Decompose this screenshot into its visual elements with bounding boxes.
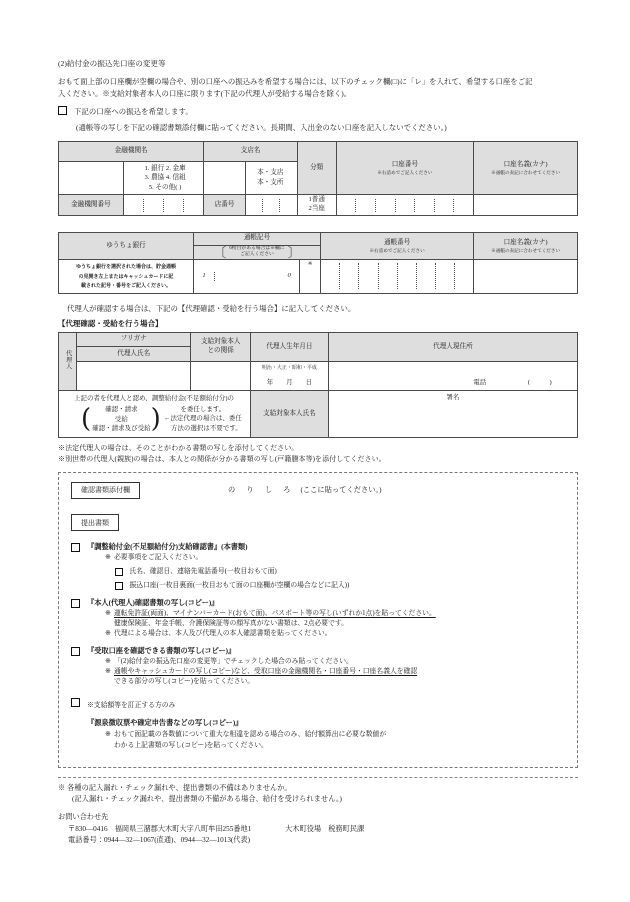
header-agent-address: 代理人現住所 [328, 333, 577, 362]
post-bank-desc-1: ゆうちょ銀行を選択された場合は、貯金通帳 [75, 265, 176, 271]
passbook-symbol-note-1: 6桁目がある場合は※欄に [229, 246, 285, 252]
passbook-symbol-note-2: ご記入ください [240, 252, 274, 258]
header-type: 分類 [297, 142, 336, 195]
agent-consent-cell [59, 391, 251, 438]
subcheck-label: 振込口座(一枚目裏面(一枚目おもて面の口座欄が空欄の場合などに記入)) [129, 582, 350, 590]
passbook-symbol-overflow[interactable]: ※ [300, 260, 321, 294]
document-checkbox[interactable] [71, 543, 80, 552]
signature-label: 署名 [446, 394, 460, 402]
header-passbook-number-text: 通帳番号 [383, 238, 411, 246]
agent-phone-paren: ( ) [527, 379, 552, 387]
account-holder-input[interactable] [474, 195, 578, 216]
agent-entrust-text: を委任します。 [180, 405, 226, 413]
subcheck-checkbox[interactable] [115, 568, 123, 576]
document-subnote [105, 657, 567, 667]
brace-options-left: ( [81, 404, 92, 435]
header-passbook-number-note: ※右詰めでご記入ください [369, 247, 425, 253]
header-branch: 支店名 [204, 142, 297, 162]
header-post-holder-note: ※通帳の表記に合わせてください [491, 247, 561, 253]
agent-birth-input[interactable] [251, 362, 329, 391]
kome-icon: ※ [105, 630, 111, 638]
store-code-input[interactable] [245, 195, 297, 216]
agent-vertical-label: 代理人 [64, 349, 71, 370]
account-type-cell[interactable] [297, 195, 336, 216]
bank-transfer-checkbox[interactable] [58, 106, 67, 115]
header-account-number-text: 口座番号 [391, 161, 419, 169]
contact-office: 大木町役場 税務町民課 [285, 824, 365, 833]
principal-name-label: 支給対象本人氏名 [251, 391, 329, 438]
document-subnote [105, 667, 567, 677]
institution-code-label: 金融機関番号 [59, 195, 124, 216]
document-row[interactable] [71, 646, 567, 656]
store-code-label: 店番号 [204, 195, 246, 216]
document-subnote-text: 健康保険証、年金手帳、介護保険証等の顔写真がない書類は、2点必要です。 [114, 620, 348, 628]
document-subnote-text: おもて面記載の各数値について重大な相違を認める場合のみ、給付額算出に必要な数値が [114, 731, 387, 739]
document-title: 『受取口座を確認できる書類の写し(コピー)』 [87, 647, 236, 656]
passbook-symbol-input[interactable] [193, 260, 299, 294]
header-passbook-symbol [193, 233, 320, 245]
agent-note-1: ※法定代理人の場合は、そのことがわかる書類の写しを添付してください。 [58, 444, 299, 453]
kome-icon: ※ [105, 609, 111, 617]
header-post-holder [474, 233, 578, 260]
document-subnote [114, 619, 567, 629]
section-intro-line-2: 入ください。※支給対象者本人の口座に限ります(下記の代理人が受給する場合を除く)。 [58, 88, 352, 98]
branch-type-options[interactable] [245, 162, 297, 195]
bank-transfer-request-row[interactable] [58, 106, 578, 117]
document-checkbox[interactable] [71, 698, 80, 707]
bank-account-table-wrap [58, 141, 578, 216]
document-title: 『本人(代理人)確認書類の写し(コピー)』 [87, 599, 219, 608]
agent-address-input[interactable] [328, 362, 577, 391]
post-bank-desc-3: 載された記号・番号をご記入ください。 [80, 284, 171, 290]
institution-name-input[interactable] [59, 162, 124, 195]
bank-transfer-note: (通帳等の写しを下記の確認書類添付欄に貼ってください。長期間、入出金のない口座を記入しないでください。) [76, 123, 447, 133]
contact-phone: 電話番号：0944—32—1067(直通)、0944—32—1013(代表) [68, 836, 251, 845]
agent-option-3[interactable]: 確認・請求及び受給 [92, 425, 151, 433]
agent-phone-label: 電話 [473, 379, 487, 387]
document-item [71, 694, 567, 750]
document-item [71, 646, 567, 687]
institution-code-input[interactable] [123, 195, 203, 216]
document-subnote [114, 741, 567, 751]
document-subnote [105, 609, 567, 619]
agent-table-wrap [58, 332, 578, 438]
agent-name-input[interactable] [77, 362, 191, 391]
document-subchecks [115, 567, 567, 591]
document-subnote [105, 553, 567, 563]
header-holder [474, 142, 578, 195]
branch-type-2: 本・支所 [257, 179, 284, 187]
subcheck-row[interactable] [115, 581, 567, 591]
agent-section-title: 【代理確認・受給を行う場合】 [58, 318, 163, 328]
footer-contact [58, 812, 578, 847]
agent-birth-eras: 明治・大正・昭和・平成 [261, 366, 317, 372]
header-relation-2: との関係 [207, 347, 234, 355]
document-item [71, 542, 567, 591]
brace-left: 〔 [213, 244, 227, 260]
header-relation-1: 支給対象本人 [200, 338, 241, 346]
documents-checklist [71, 542, 567, 750]
institution-kind-3: 5. その他( ) [148, 184, 182, 192]
document-subnote [105, 629, 567, 639]
post-bank-name: ゆうちょ銀行 [59, 233, 194, 260]
document-row[interactable] [71, 694, 567, 730]
passbook-symbol-note [193, 245, 320, 260]
kome-icon: ※ [105, 657, 111, 665]
norishiro-text: の り し ろ [228, 486, 293, 495]
header-passbook-number [321, 233, 474, 260]
contact-address: 〒830—0416 福岡県三潴郡大木町大字八町牟田255番地1 [68, 824, 252, 833]
agent-lead-text: 代理人が確認する場合は、下記の【代理確認・受給を行う場合】に記入してください。 [67, 303, 356, 313]
agent-birth-ymd: 年 月 日 [266, 379, 313, 387]
agent-entrust-note-2: 方法の選択は不要です。 [170, 425, 242, 433]
post-bank-desc-2: の見開き左上またはキャッシュカードに記 [78, 274, 174, 280]
agent-consent-text: 上記の者を代理人と認め、調整給付金(不足額給付分)の [73, 395, 235, 403]
agent-entrust-note-1: ←法定代理の場合は、委任 [163, 415, 242, 423]
section-intro-line-1: おもて面上部の口座欄が空欄の場合や、別の口座への振込みを希望する場合には、以下のチェック欄(□)に「レ」を入れて、希望する口座をご記 [58, 77, 533, 86]
post-account-holder-input[interactable] [474, 260, 578, 294]
contact-address-row [68, 824, 578, 836]
final-note-1: ※ 各種の記入漏れ・チェック漏れや、提出書類の不備はありませんか。 [58, 783, 292, 792]
branch-type-1: 本・支店 [257, 168, 284, 176]
header-institution: 金融機関名 [59, 142, 204, 162]
institution-kind-1: 1. 銀行 2. 金庫 [144, 164, 186, 172]
attachment-area [58, 472, 578, 768]
document-subnote-text: 代理による場合は、本人及び代理人の本人確認書類を貼ってください。 [114, 630, 332, 638]
kome-icon: ※ [105, 731, 111, 739]
document-subnote-text: できる部分の写し(コピー)を貼ってください。 [114, 678, 255, 686]
agent-option-1[interactable]: 確認・請求 [105, 406, 138, 414]
contact-label: お問い合わせ先 [58, 813, 109, 822]
document-prefix: ※支給額等を訂正する方のみ [87, 702, 176, 710]
submit-label-row [71, 512, 567, 532]
header-holder-note: ※通帳の表記に合わせてください [491, 170, 561, 175]
principal-signature-input[interactable] [328, 391, 577, 438]
document-title: 『源泉徴収票や確定申告書などの写し(コピー)』 [87, 719, 243, 728]
header-relation [191, 333, 251, 362]
passbook-symbol-prefix: 1 [194, 272, 215, 281]
paste-hint-text: (ここに貼ってください。) [300, 485, 382, 494]
header-account-number [336, 142, 474, 195]
subcheck-label: 氏名、確認日、連絡先電話番号(一枚目おもて面) [129, 568, 277, 576]
header-furigana: フリガナ [77, 333, 191, 347]
header-agent-birth: 代理人生年月日 [251, 333, 329, 362]
passbook-number-input[interactable] [321, 260, 474, 294]
document-subnote-text: 運転免許証(両面)、マイナンバーカード(おもて面)、パスポート等の写し(いずれか1点)を貼ってください。 [114, 609, 436, 617]
document-checkbox[interactable] [71, 599, 80, 608]
final-divider [58, 777, 578, 778]
header-account-number-note: ※右詰めでご記入ください [377, 170, 433, 175]
final-note-2: (記入漏れ・チェック漏れや、提出書類の不備がある場合、給付を受けられません。) [72, 794, 343, 803]
kome-icon: ※ [105, 553, 111, 561]
institution-kind-2: 3. 農協 4. 信組 [144, 174, 186, 182]
header-post-holder-text: 口座名義(カナ) [503, 238, 548, 246]
document-title: 『調整給付金(不足額給付分)支給確認書』(本書類) [87, 543, 248, 552]
bank-account-table [58, 141, 578, 216]
attachment-header-row [71, 482, 567, 499]
document-row[interactable] [71, 542, 567, 552]
document-subnote-text: わかる上記書類の写し(コピー)を貼ってください。 [114, 741, 268, 749]
post-bank-description [59, 260, 194, 294]
agent-relation-input[interactable] [191, 362, 251, 391]
section-heading: (2)給付金の振込先口座の変更等 [58, 59, 166, 68]
document-row[interactable] [71, 598, 567, 608]
agent-option-2[interactable]: 受給 [114, 415, 128, 423]
account-number-input[interactable] [336, 195, 474, 216]
brace-options-right: ) [150, 404, 161, 435]
document-subnote [105, 730, 567, 740]
document-subnote-text: 通帳やキャッシュカードの写し(コピー)など、受取口座の金融機関名・口座番号・口座名義人を確認 [114, 668, 418, 676]
account-type-2: 2当座 [308, 205, 325, 213]
document-subnote-text: 必要事項をご記入ください。 [114, 553, 203, 561]
post-bank-table-wrap [58, 232, 578, 294]
kome-icon: ※ [105, 668, 111, 676]
document-subnote [114, 677, 567, 687]
header-agent-name: 代理人氏名 [77, 347, 191, 362]
branch-name-input[interactable] [204, 162, 246, 195]
brace-right: 〕 [287, 244, 301, 260]
document-item [71, 598, 567, 639]
passbook-symbol-suffix: 0 [287, 272, 291, 279]
subcheck-checkbox[interactable] [115, 582, 123, 590]
header-holder-text: 口座名義(カナ) [503, 161, 548, 169]
document-subnote-text: 「(2)給付金の振込先口座の変更等」でチェックした場合のみ貼ってください。 [114, 657, 353, 665]
post-bank-table [58, 232, 578, 294]
agent-vertical-label-cell [59, 333, 77, 391]
institution-kind-options[interactable] [123, 162, 203, 195]
header-passbook-symbol-text: 通帳記号 [243, 234, 271, 242]
bank-transfer-checkbox-label: 下記の口座への振込を希望します。 [74, 106, 193, 116]
agent-note-2: ※別世帯の代理人(親族)の場合は、本人との関係が分かる書類の写し(戸籍謄本等)を添付してください。 [58, 455, 386, 464]
document-checkbox[interactable] [71, 647, 80, 656]
attachment-label: 確認書類添付欄 [71, 482, 140, 499]
submit-documents-label: 提出書類 [71, 514, 119, 531]
subcheck-row[interactable] [115, 567, 567, 577]
account-type-1: 1普通 [308, 196, 325, 204]
agent-table [58, 332, 578, 438]
